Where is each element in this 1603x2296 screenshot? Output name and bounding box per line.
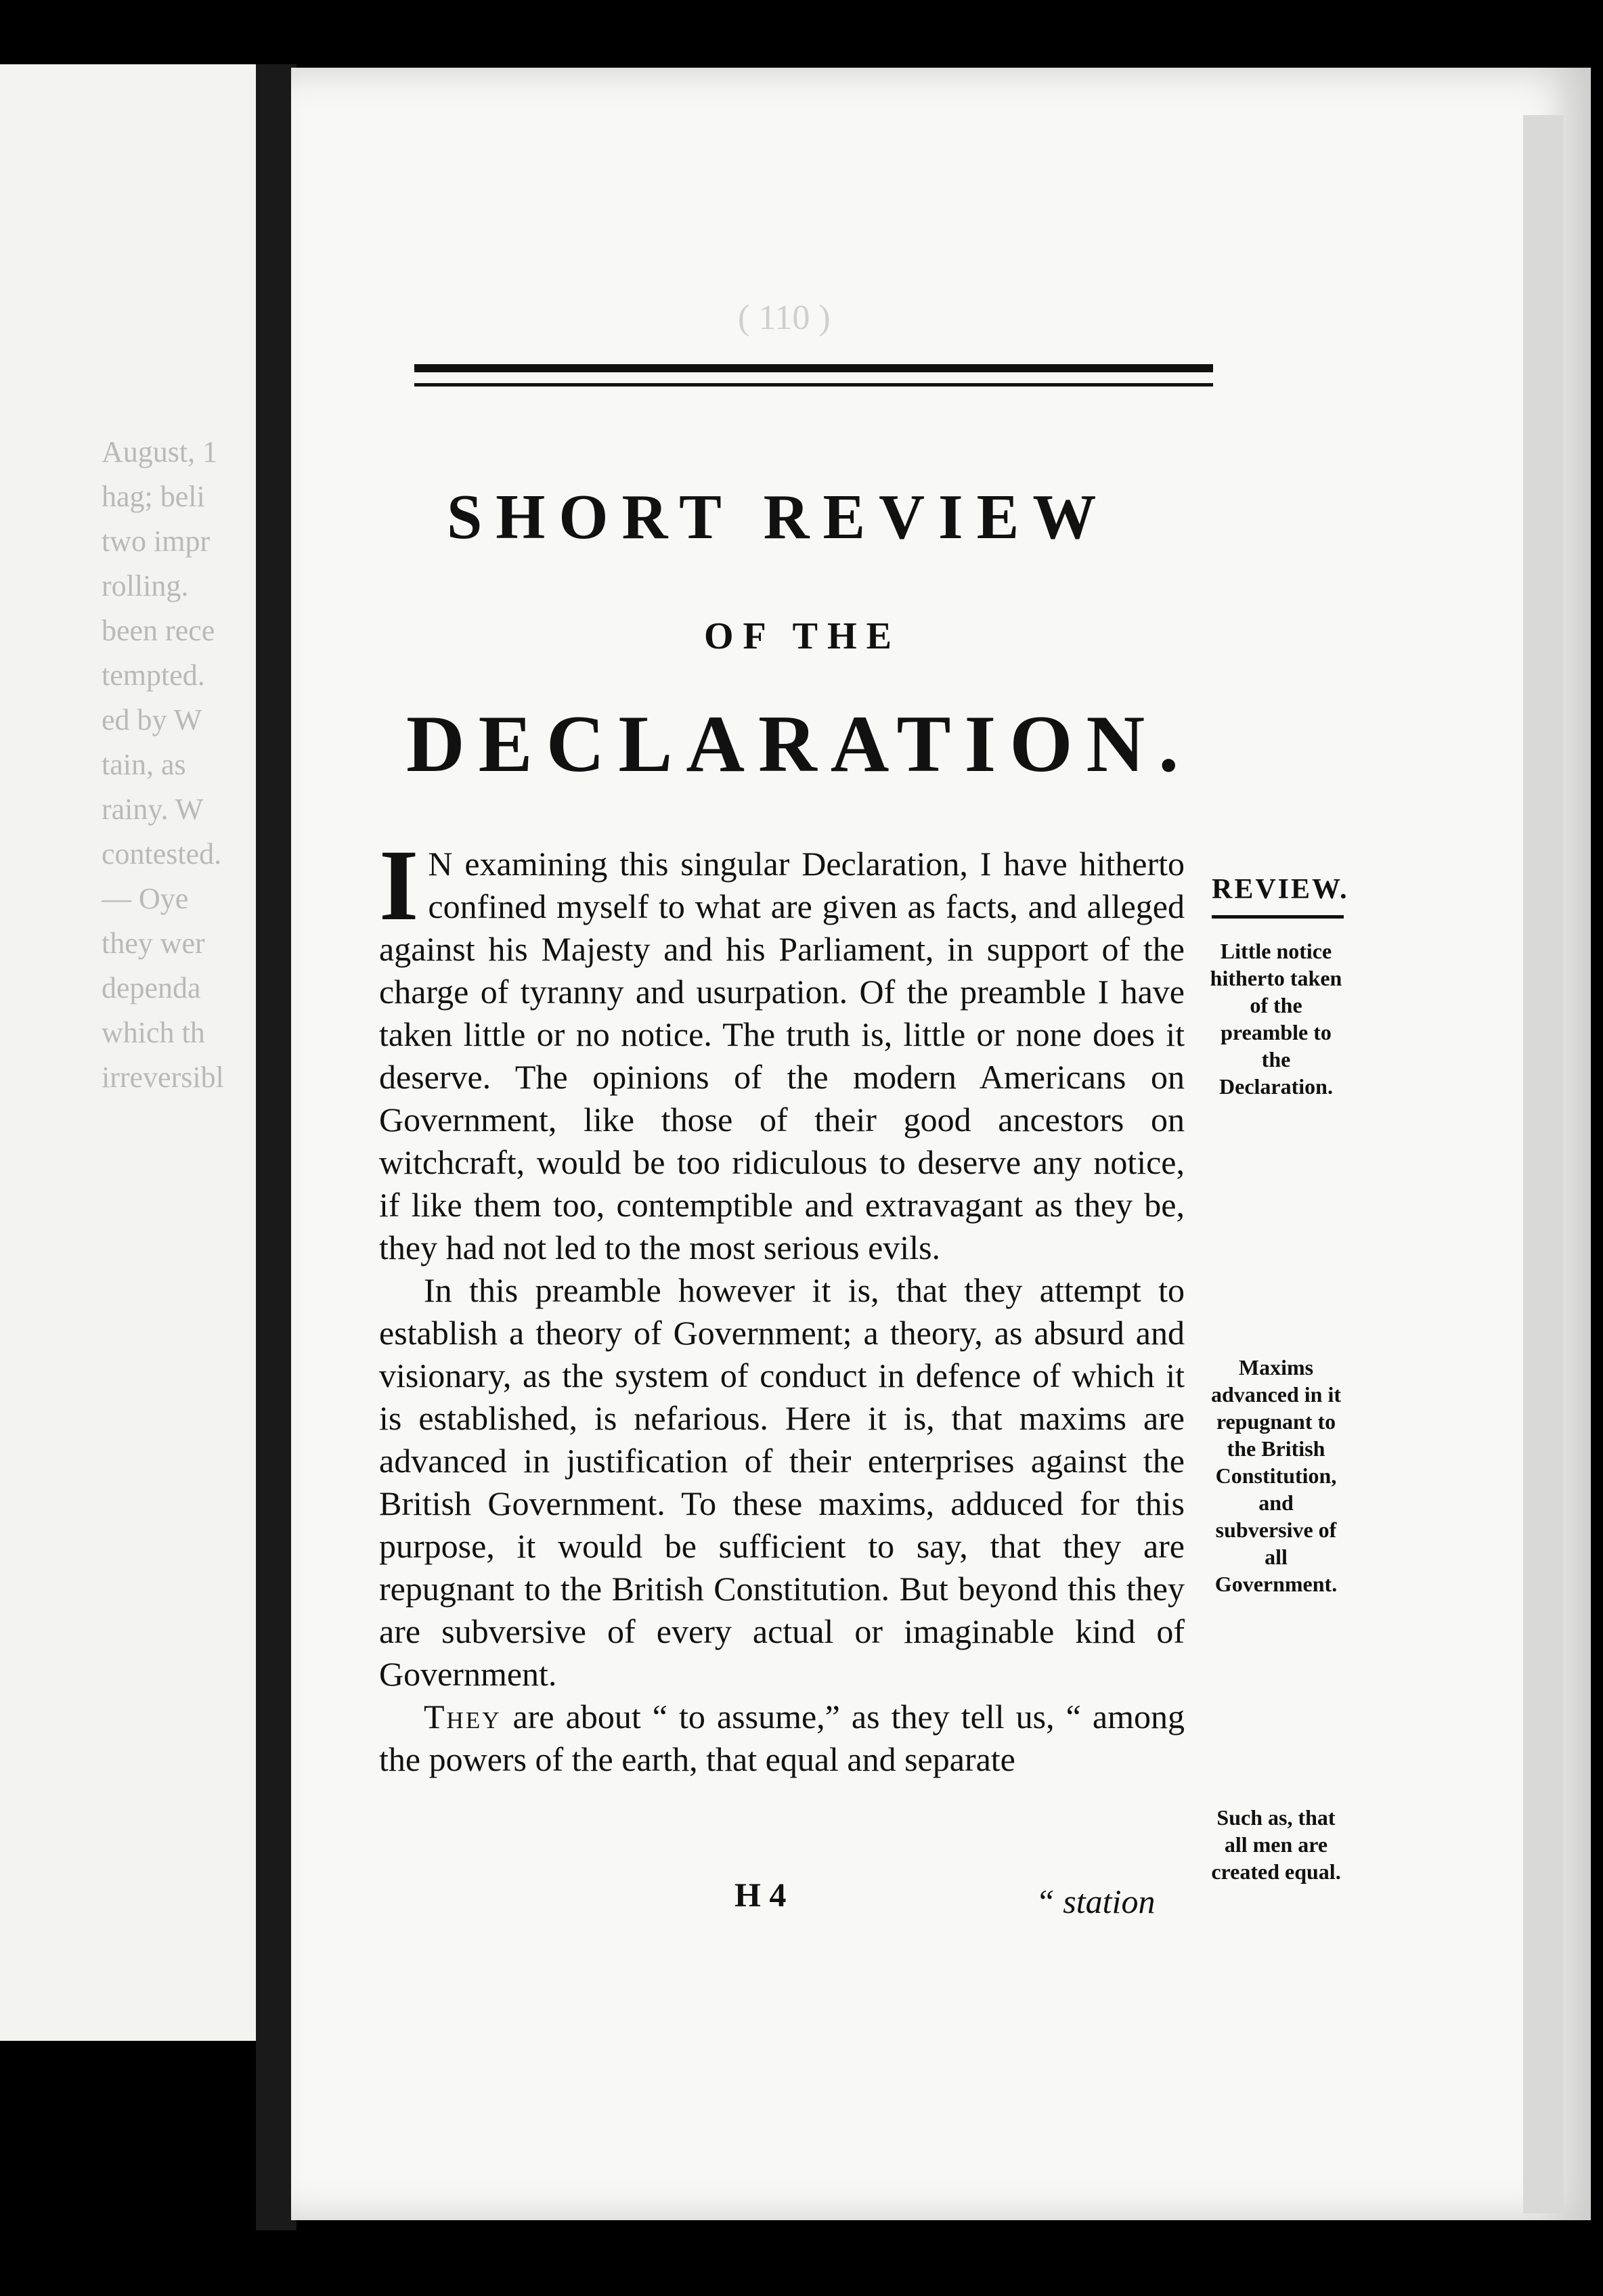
margin-running-head: REVIEW. (1212, 874, 1349, 905)
left-page (0, 64, 257, 2041)
margin-rule (1212, 915, 1344, 919)
paragraph-3: They are about “ to assume,” as they tell us, “ among the powers of the earth, that equal and separate (379, 1698, 1185, 1778)
title-line-1: SHORT REVIEW (447, 482, 1110, 552)
margin-note-3: Such as, that all men are created equal. (1211, 1805, 1341, 1884)
margin-note-1: Little notice hitherto taken of the preamble to the Declaration. (1210, 939, 1342, 1099)
page-edge (1523, 115, 1564, 2213)
body-text (379, 829, 1185, 1781)
ghost-folio: ( 110 ) (738, 299, 831, 337)
catchword: “ station (1036, 1882, 1156, 1920)
left-page-ghost-text: August, 1 hag; beli two impr rolling. been rece tempted. ed by W tain, as rainy. W contested. — Oye they wer dependa which th irreversibl (102, 435, 224, 1094)
drop-cap: I (379, 829, 419, 942)
paragraph-1: I N examining this singular Declaration, I have hitherto confined myself to what are given as facts, and alleged against his Majesty and his Parliament, in support of the charge of tyranny and usurpation. Of the preamble I have taken little or no notice. The truth is, little or none does it deserve. The opinions of the modern Americans on Government, like those of their good ancestors on witchcraft, would be too ridiculous to deserve any notice, if like them too, contemptible and extravagant as they be, they had not led to the most serious evils. (379, 829, 1185, 1266)
paragraph-2: In this preamble however it is, that they attempt to establish a theory of Government; a theory, as absurd and visionary, as the system of conduct in defence of which it is established, is nefarious. Here it is, that maxims are advanced in justification of their enterprises against the British Government. To these maxims, adduced for this purpose, it would be sufficient to say, that they are repugnant to the British Constitution. But beyond this they are subversive of every actual or imaginable kind of Government. (379, 1271, 1185, 1693)
book-gutter (256, 64, 297, 2230)
title-line-2: OF THE (704, 615, 901, 657)
title-line-3: DECLARATION. (406, 699, 1193, 789)
paragraph-3-lead: They (424, 1698, 502, 1736)
margin-note-2: Maxims advanced in it repugnant to the British Constitution, and subversive of all Government. (1210, 1355, 1342, 1596)
header-rule-thin (414, 383, 1213, 387)
signature-mark: H 4 (734, 1876, 787, 1914)
header-rule-thick (414, 364, 1213, 372)
